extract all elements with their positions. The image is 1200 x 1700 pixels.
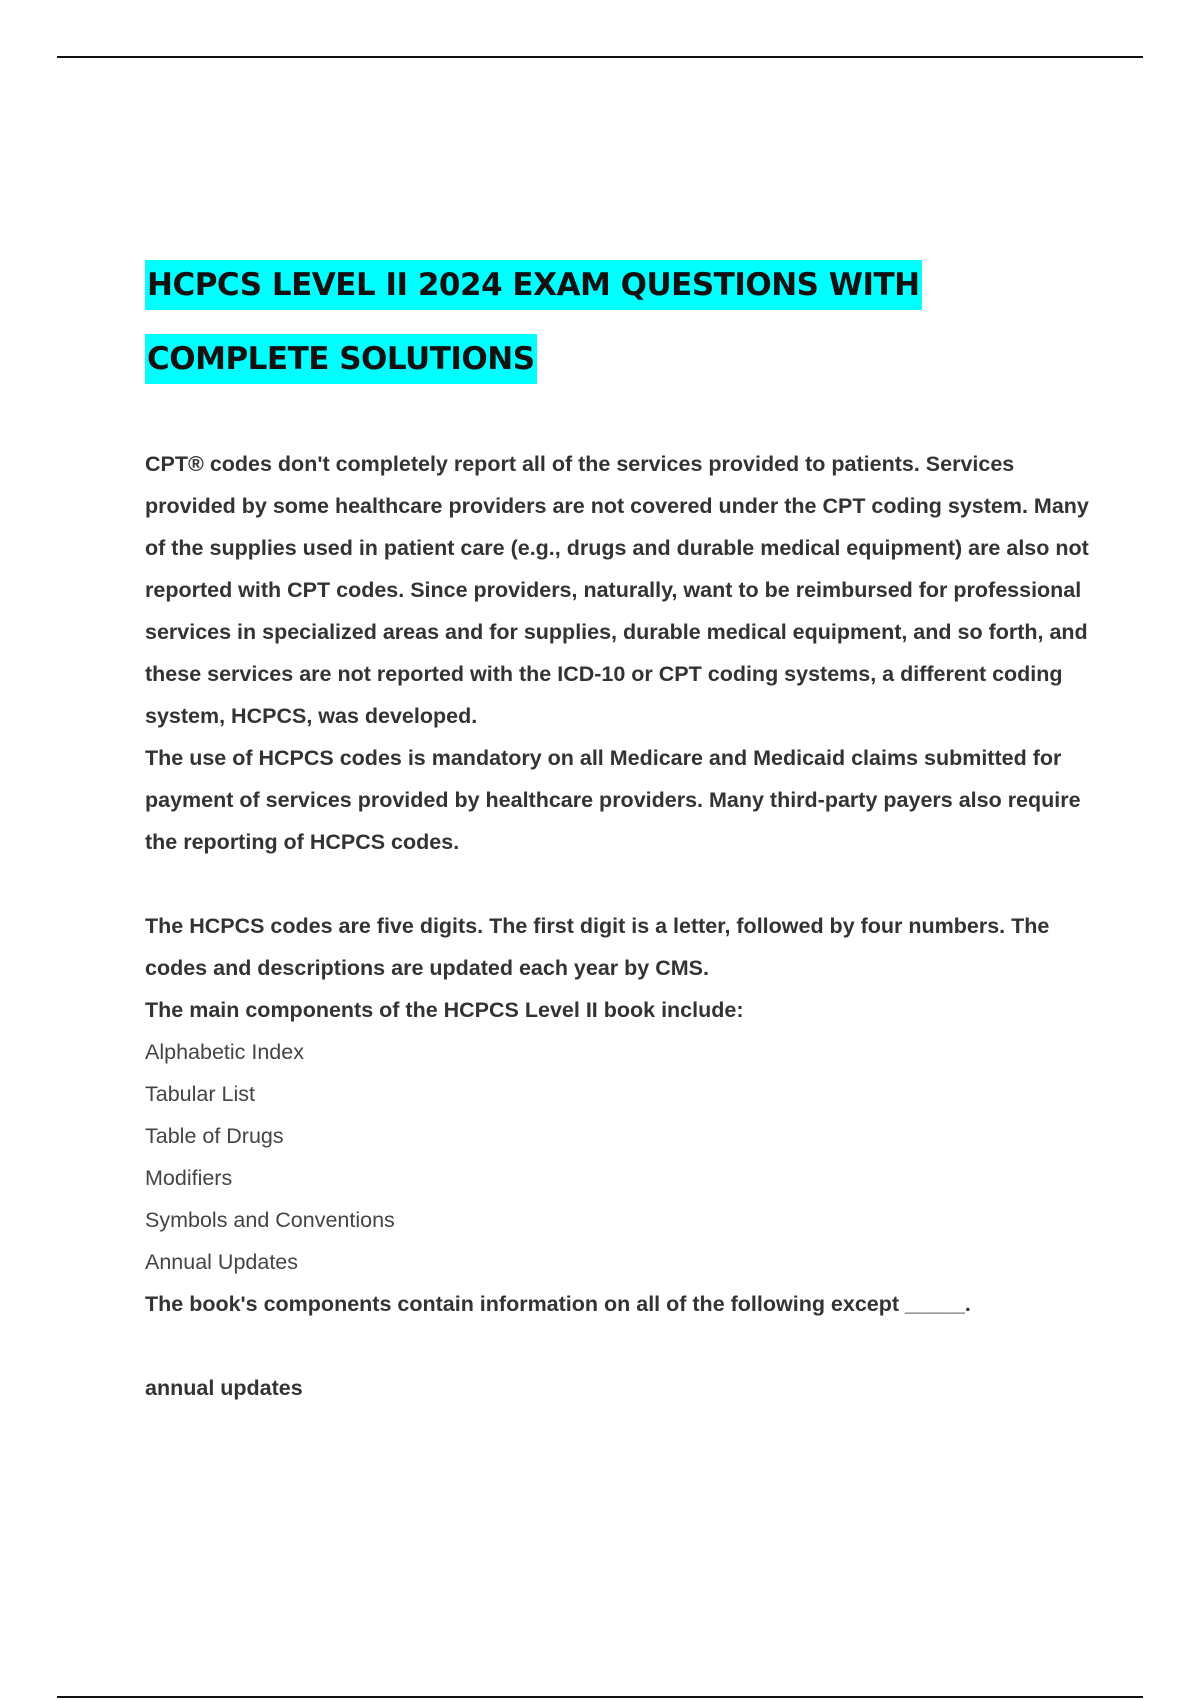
- mandatory-paragraph: The use of HCPCS codes is mandatory on all Medicare and Medicaid claims submitted for payment of services provided by healthcare providers. Many third-party payers also require the reporting of HCPCS codes.: [145, 746, 1081, 854]
- title-text-2: COMPLETE SOLUTIONS: [145, 334, 537, 384]
- top-rule: [57, 56, 1143, 58]
- question-text: The book's components contain information on all of the following except _____.: [145, 1292, 971, 1316]
- list-item: Modifiers: [145, 1166, 233, 1190]
- intro-paragraph: CPT® codes don't completely report all of the services provided to patients. Services provided by some healthcare providers are not covered under the CPT coding system. Many of the supplies used in patient care (e.g., drugs and durable medical equipment) are also not reported with CPT codes. Since providers, naturally, want to be reimbursed for professional services in specialized areas and for supplies, durable medical equipment, and so forth, and these services are not reported with the ICD-10 or CPT coding systems, a different coding system, HCPCS, was developed.: [145, 452, 1089, 728]
- title-text-1: HCPCS LEVEL II 2024 EXAM QUESTIONS WITH: [145, 260, 922, 310]
- list-item: Tabular List: [145, 1082, 255, 1106]
- list-item: Symbols and Conventions: [145, 1208, 395, 1232]
- spacer: [145, 1325, 1105, 1367]
- list-item: Table of Drugs: [145, 1124, 284, 1148]
- components-heading: The main components of the HCPCS Level II book include:: [145, 998, 744, 1022]
- title-line-1: [145, 260, 1105, 334]
- list-item: Annual Updates: [145, 1250, 298, 1274]
- bottom-rule: [57, 1696, 1143, 1698]
- list-item: Alphabetic Index: [145, 1040, 304, 1064]
- digits-paragraph: The HCPCS codes are five digits. The first digit is a letter, followed by four numbers. The codes and descriptions are updated each year by CMS.: [145, 914, 1050, 980]
- answer-text: annual updates: [145, 1376, 303, 1400]
- document-title: [145, 260, 1105, 408]
- title-line-2: [145, 334, 1105, 408]
- spacer: [145, 863, 1105, 905]
- document-body: [145, 443, 1105, 1409]
